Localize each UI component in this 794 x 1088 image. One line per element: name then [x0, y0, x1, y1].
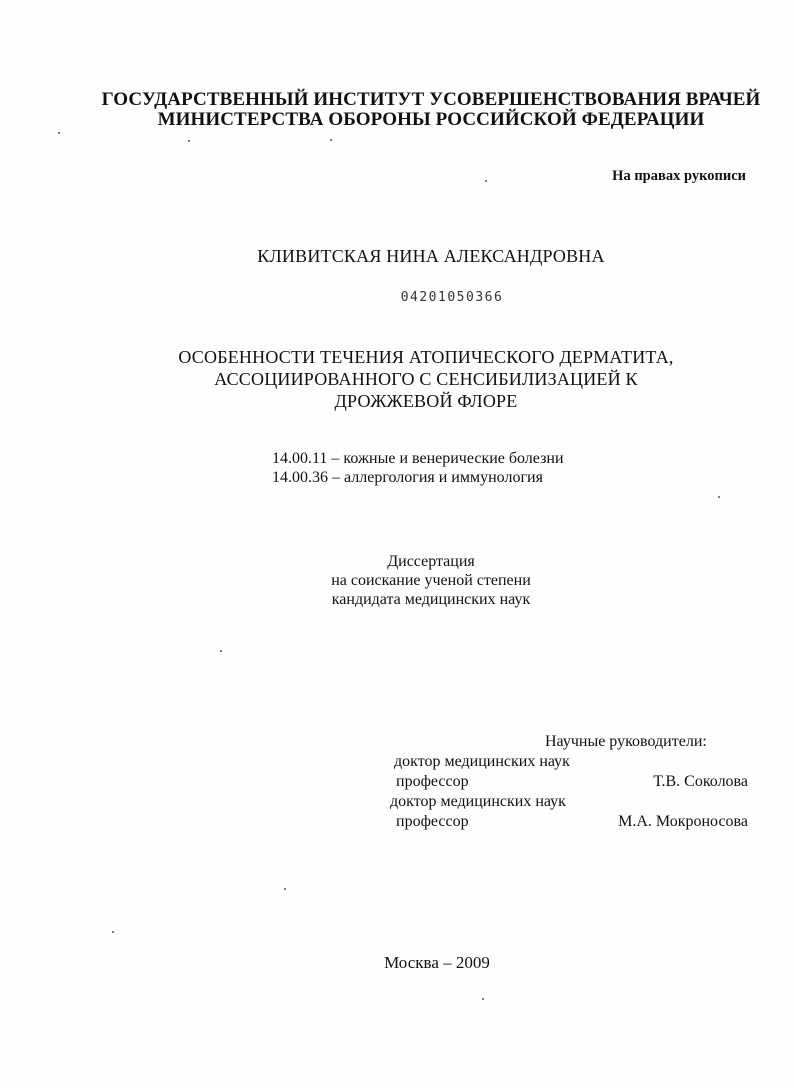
dissertation-label: Диссертация — [387, 553, 475, 570]
supervisor-2-degree: доктор медицинских наук — [390, 793, 566, 810]
supervisor-2-name: М.А. Мокроносова — [618, 813, 748, 830]
scan-speck — [58, 132, 60, 134]
specialty-code-line-1: 14.00.11 – кожные и венерические болезни — [272, 450, 564, 467]
degree-name-line: кандидата медицинских наук — [331, 591, 531, 608]
scan-speck — [718, 496, 720, 498]
scan-speck — [330, 139, 332, 141]
thesis-title-line-2: АССОЦИИРОВАННОГО С СЕНСИБИЛИЗАЦИЕЙ К — [214, 369, 638, 389]
specialty-code-line-2: 14.00.36 – аллергология и иммунология — [272, 469, 543, 486]
supervisor-2-title: профессор — [396, 813, 469, 830]
degree-purpose-line: на соискание ученой степени — [331, 572, 531, 589]
scan-speck — [482, 998, 484, 1000]
supervisors-heading: Научные руководители: — [545, 733, 707, 750]
scan-speck — [112, 931, 114, 933]
author-name: КЛИВИТСКАЯ НИНА АЛЕКСАНДРОВНА — [257, 246, 605, 266]
scan-speck — [188, 140, 190, 142]
institution-name-line-1: ГОСУДАРСТВЕННЫЙ ИНСТИТУТ УСОВЕРШЕНСТВОВАНИЯ ВРАЧЕЙ — [101, 89, 761, 110]
institution-name-line-2: МИНИСТЕРСТВА ОБОРОНЫ РОССИЙСКОЙ ФЕДЕРАЦИИ — [157, 109, 705, 130]
thesis-title-line-1: ОСОБЕННОСТИ ТЕЧЕНИЯ АТОПИЧЕСКОГО ДЕРМАТИТА, — [178, 347, 674, 367]
supervisor-1-degree: доктор медицинских наук — [394, 753, 570, 770]
manuscript-rights-note: На правах рукописи — [612, 168, 746, 184]
registration-stamp-number: 04201050366 — [400, 290, 504, 305]
thesis-title-line-3: ДРОЖЖЕВОЙ ФЛОРЕ — [334, 391, 518, 411]
scan-speck — [220, 650, 222, 652]
supervisor-1-name: Т.В. Соколова — [653, 773, 748, 790]
supervisor-1-title: профессор — [396, 773, 469, 790]
scan-speck — [485, 180, 487, 182]
scan-speck — [284, 888, 286, 890]
city-and-year: Москва – 2009 — [384, 953, 490, 972]
